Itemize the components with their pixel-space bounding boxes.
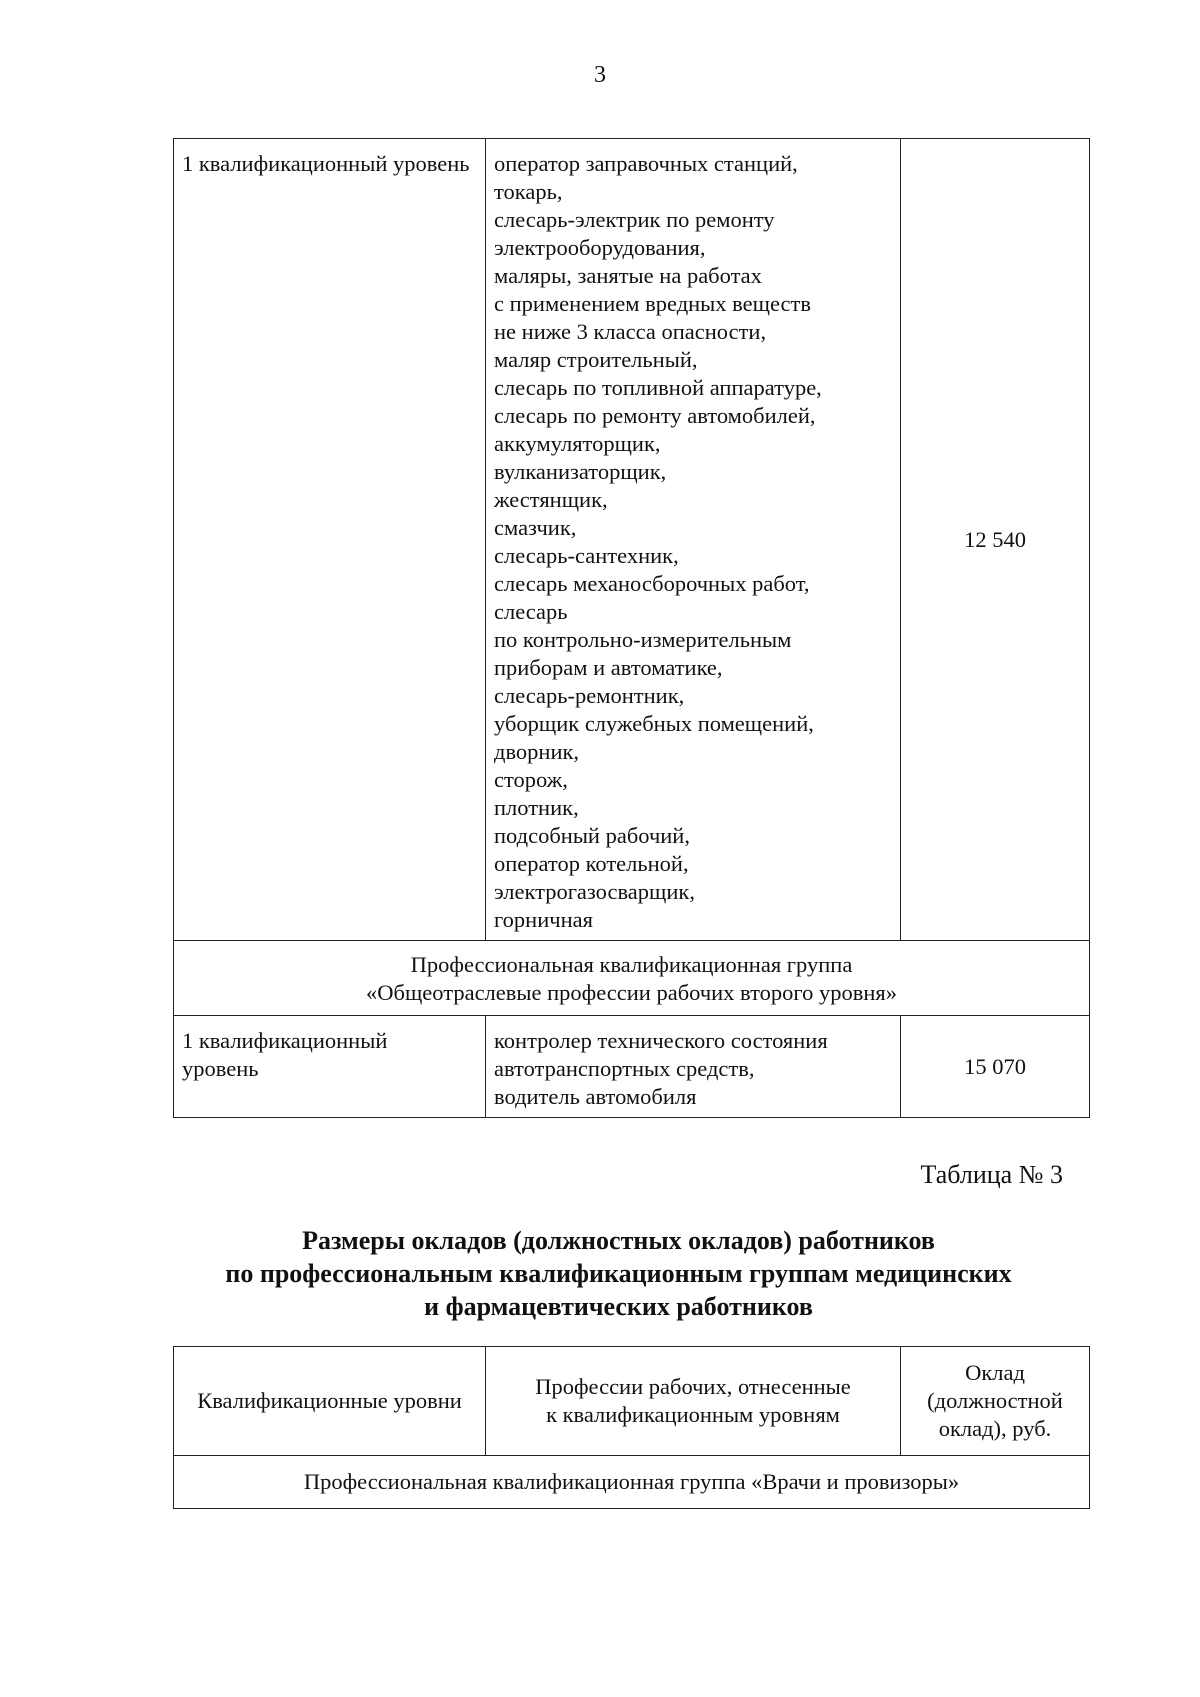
profession-item: токарь, [494,179,563,204]
header-levels-cell [174,1347,486,1456]
profession-item: слесарь механосборочных работ, [494,571,810,596]
table-row [174,139,1090,941]
page-number: 3 [594,62,606,88]
qualification-level-text: уровень [182,1056,259,1081]
profession-item: маляры, занятые на работах [494,263,762,288]
section-title [0,1224,1200,1323]
profession-item: дворник, [494,739,580,764]
qualification-level-cell [174,139,486,941]
section-title-line: и фармацевтических работников [424,1292,813,1321]
table-row [174,1016,1090,1118]
profession-item: смазчик, [494,515,577,540]
profession-item: жестянщик, [494,487,608,512]
profession-item: горничная [494,907,593,932]
profession-item: слесарь по ремонту автомобилей, [494,403,816,428]
profession-item: по контрольно-измерительным [494,627,792,652]
group-header-line: «Общеотраслевые профессии рабочих второго уровня» [366,980,897,1005]
header-salary-cell [901,1347,1090,1456]
profession-item: слесарь-ремонтник, [494,683,685,708]
profession-item: слесарь-сантехник, [494,543,679,568]
profession-item: слесарь-электрик по ремонту [494,207,775,232]
header-professions-cell [486,1347,901,1456]
section-title-line: Размеры окладов (должностных окладов) работников [302,1226,935,1255]
profession-item: приборам и автоматике, [494,655,723,680]
profession-item: аккумуляторщик, [494,431,661,456]
group-header-row [174,1456,1090,1509]
qualification-level-text: 1 квалификационный уровень [182,151,470,176]
header-professions-text: к квалификационным уровням [546,1402,840,1427]
group-header-line: Профессиональная квалификационная группа «Врачи и провизоры» [303,1469,960,1494]
profession-item: оператор котельной, [494,851,689,876]
profession-item: слесарь по топливной аппаратуре, [494,375,822,400]
profession-item: плотник, [494,795,579,820]
profession-item: электрооборудования, [494,235,706,260]
qualification-level-text: 1 квалификационный [182,1028,388,1053]
profession-item: автотранспортных средств, [494,1056,755,1081]
profession-item: водитель автомобиля [494,1084,697,1109]
profession-item: с применением вредных веществ [494,291,811,316]
table-header-row [174,1347,1090,1456]
profession-item: не ниже 3 класса опасности, [494,319,767,344]
profession-item: слесарь [494,599,568,624]
profession-item: уборщик служебных помещений, [494,711,814,736]
salary-cell [901,139,1090,941]
header-levels-text: Квалификационные уровни [197,1388,462,1413]
profession-item: оператор заправочных станций, [494,151,798,176]
table-caption: Таблица № 3 [920,1160,1063,1189]
header-professions-text: Профессии рабочих, отнесенные [535,1374,851,1399]
group-header-row [174,941,1090,1016]
group-header-cell [174,941,1090,1016]
profession-item: маляр строительный, [494,347,698,372]
header-salary-text: Оклад [965,1360,1025,1385]
qualification-level-cell [174,1016,486,1118]
profession-item: вулканизаторщик, [494,459,667,484]
professions-cell [486,1016,901,1118]
section-title-line: по профессиональным квалификационным группам медицинских [225,1259,1012,1288]
salary-table-medical [173,1346,1090,1509]
salary-cell [901,1016,1090,1118]
header-salary-text: оклад), руб. [938,1416,1052,1441]
profession-item: подсобный рабочий, [494,823,690,848]
group-header-cell [174,1456,1090,1509]
profession-item: сторож, [494,767,568,792]
salary-value: 12 540 [964,526,1026,552]
professions-cell [486,139,901,941]
profession-item: электрогазосварщик, [494,879,695,904]
profession-item: контролер технического состояния [494,1028,828,1053]
salary-value: 15 070 [964,1053,1026,1079]
group-header-line: Профессиональная квалификационная группа [410,952,853,977]
salary-table-continued [173,138,1090,1118]
header-salary-text: (должностной [927,1388,1063,1413]
